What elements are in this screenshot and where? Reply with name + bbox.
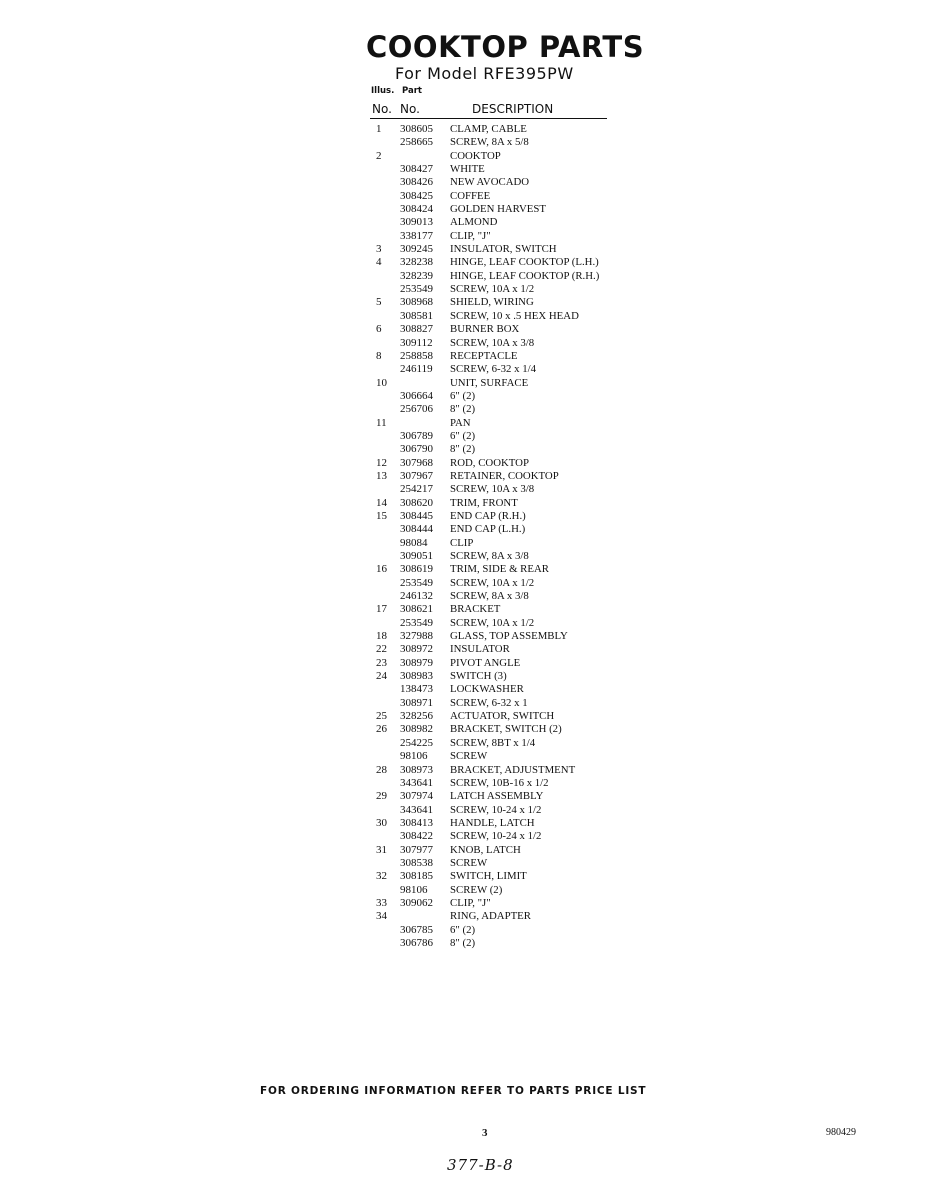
page-title: COOKTOP PARTS	[366, 30, 645, 64]
description-header: DESCRIPTION	[472, 102, 554, 116]
parts-row	[370, 830, 660, 843]
part-description: CLIP, "J"	[450, 229, 491, 242]
parts-row	[370, 630, 660, 643]
illus-number: 3	[376, 243, 382, 256]
part-number: 308621	[400, 603, 433, 616]
parts-row	[370, 870, 660, 883]
part-description: SCREW, 10A x 1/2	[450, 283, 535, 296]
part-number: 309013	[400, 216, 433, 229]
part-description: LOCKWASHER	[450, 683, 524, 696]
parts-row	[370, 350, 660, 363]
illus-number: 29	[376, 790, 387, 803]
part-number: 307977	[400, 843, 433, 856]
part-number: 246119	[400, 363, 433, 376]
parts-row	[370, 443, 660, 456]
part-description: SCREW, 8A x 3/8	[450, 550, 529, 562]
part-description: 6" (2)	[450, 389, 476, 402]
part-description: SCREW, 10 x .5 HEX HEAD	[450, 309, 579, 322]
illus-number: 5	[376, 296, 382, 309]
illus-number: 34	[376, 910, 387, 923]
parts-row	[370, 790, 660, 803]
parts-row	[370, 924, 660, 937]
part-description: INSULATOR, SWITCH	[450, 243, 557, 256]
part-description: SWITCH, LIMIT	[450, 870, 527, 883]
part-description: NEW AVOCADO	[450, 176, 530, 189]
part-number: 138473	[400, 683, 433, 696]
part-description: RING, ADAPTER	[450, 910, 531, 923]
parts-row	[370, 523, 660, 536]
part-description: LATCH ASSEMBLY	[450, 790, 544, 803]
part-description: SCREW, 10A x 1/2	[450, 576, 535, 589]
part-number: 308983	[400, 670, 433, 683]
part-description: SCREW	[450, 856, 488, 869]
parts-row	[370, 777, 660, 790]
parts-row	[370, 310, 660, 323]
part-description: BURNER BOX	[450, 323, 520, 336]
part-description: SCREW, 6-32 x 1	[450, 696, 528, 709]
part-number: 308445	[400, 509, 433, 522]
parts-row	[370, 657, 660, 670]
parts-row	[370, 256, 660, 269]
parts-row	[370, 537, 660, 550]
part-description: HINGE, LEAF COOKTOP (R.H.)	[450, 269, 600, 282]
part-number: 308413	[400, 816, 433, 829]
illus-number: 11	[376, 416, 387, 429]
part-number: 307974	[400, 790, 433, 803]
illus-number: 24	[376, 670, 387, 683]
part-description: ROD, COOKTOP	[450, 456, 529, 469]
page-subtitle: For Model RFE395PW	[395, 64, 574, 83]
part-description: WHITE	[450, 163, 485, 176]
document-code: 980429	[826, 1127, 856, 1138]
parts-row	[370, 884, 660, 897]
parts-row	[370, 937, 660, 950]
part-description: GOLDEN HARVEST	[450, 203, 547, 216]
illus-number: 26	[376, 723, 387, 736]
parts-row	[370, 270, 660, 283]
parts-row	[370, 123, 660, 136]
parts-row	[370, 897, 660, 910]
part-number: 254217	[400, 483, 433, 496]
part-description: SCREW, 8A x 5/8	[450, 136, 529, 149]
illus-number: 32	[376, 870, 387, 883]
part-number: 308973	[400, 763, 433, 776]
part-number: 306664	[400, 389, 433, 402]
part-number: 258858	[400, 349, 433, 362]
parts-row	[370, 670, 660, 683]
part-number: 308972	[400, 643, 433, 656]
parts-row	[370, 323, 660, 336]
part-number: 258665	[400, 136, 433, 149]
part-description: BRACKET	[450, 603, 501, 616]
part-description: 6" (2)	[450, 429, 476, 442]
part-number: 307968	[400, 456, 433, 469]
parts-row	[370, 457, 660, 470]
illus-number: 31	[376, 843, 387, 856]
part-number: 256706	[400, 403, 433, 416]
illus-number: 14	[376, 496, 387, 509]
parts-row	[370, 403, 660, 416]
part-number: 309062	[400, 896, 433, 909]
part-description: COFFEE	[450, 189, 491, 202]
parts-row	[370, 697, 660, 710]
part-number: 308827	[400, 323, 433, 336]
illus-number: 1	[376, 123, 382, 135]
part-number: 253549	[400, 616, 433, 629]
part-number: 343641	[400, 803, 433, 816]
part-description: RETAINER, COOKTOP	[450, 469, 559, 482]
part-number: 308422	[400, 830, 433, 843]
part-description: CLIP, "J"	[450, 896, 491, 909]
illus-number: 2	[376, 149, 382, 162]
part-header-label: Part	[402, 86, 422, 96]
part-description: BRACKET, ADJUSTMENT	[450, 763, 576, 776]
part-description: PIVOT ANGLE	[450, 656, 521, 669]
part-number: 254225	[400, 736, 433, 749]
part-number: 338177	[400, 229, 433, 242]
parts-row	[370, 737, 660, 750]
part-description: SWITCH (3)	[450, 670, 507, 683]
parts-row	[370, 176, 660, 189]
illus-number: 25	[376, 710, 387, 723]
parts-row	[370, 363, 660, 376]
part-description: KNOB, LATCH	[450, 843, 521, 856]
part-number: 98106	[400, 750, 428, 763]
part-description: TRIM, FRONT	[450, 496, 518, 509]
part-number: 308982	[400, 723, 433, 736]
part-number: 253549	[400, 576, 433, 589]
part-description: HINGE, LEAF COOKTOP (L.H.)	[450, 256, 599, 269]
part-number: 306790	[400, 443, 433, 456]
parts-row	[370, 710, 660, 723]
part-description: SCREW, 6-32 x 1/4	[450, 363, 536, 376]
part-number: 98106	[400, 883, 428, 896]
parts-row	[370, 510, 660, 523]
part-number: 308426	[400, 176, 433, 189]
part-number: 308427	[400, 163, 433, 176]
parts-row	[370, 857, 660, 870]
part-number: 308979	[400, 656, 433, 669]
parts-row	[370, 590, 660, 603]
part-description: UNIT, SURFACE	[450, 376, 529, 389]
parts-row	[370, 470, 660, 483]
part-number: 306785	[400, 923, 433, 936]
part-description: END CAP (L.H.)	[450, 523, 526, 536]
part-number: 308538	[400, 856, 433, 869]
parts-list	[370, 123, 660, 950]
part-number: 246132	[400, 590, 433, 603]
parts-row	[370, 337, 660, 350]
part-description: SCREW, 10-24 x 1/2	[450, 803, 542, 816]
part-number: 308619	[400, 563, 433, 576]
parts-row	[370, 417, 660, 430]
part-number: 308425	[400, 189, 433, 202]
parts-row	[370, 804, 660, 817]
parts-row	[370, 817, 660, 830]
parts-row	[370, 163, 660, 176]
part-description: SCREW, 10A x 1/2	[450, 616, 535, 629]
parts-row	[370, 216, 660, 229]
parts-row	[370, 230, 660, 243]
part-number: 309112	[400, 336, 433, 349]
part-description: COOKTOP	[450, 149, 501, 162]
illus-number: 8	[376, 349, 382, 362]
part-description: ALMOND	[450, 216, 498, 229]
illus-number: 4	[376, 256, 382, 269]
part-description: 8" (2)	[450, 403, 476, 416]
parts-row	[370, 296, 660, 309]
part-number: 308424	[400, 203, 433, 216]
part-description: SHIELD, WIRING	[450, 296, 534, 309]
part-description: TRIM, SIDE & REAR	[450, 563, 549, 576]
illus-number: 30	[376, 816, 387, 829]
part-number: 308444	[400, 523, 433, 536]
part-number: 309245	[400, 243, 433, 256]
parts-row	[370, 910, 660, 923]
part-description: SCREW, 10-24 x 1/2	[450, 830, 542, 843]
parts-row	[370, 603, 660, 616]
part-description: SCREW (2)	[450, 883, 503, 896]
parts-row	[370, 844, 660, 857]
part-description: INSULATOR	[450, 643, 510, 656]
parts-row	[370, 203, 660, 216]
illus-number: 16	[376, 563, 387, 576]
ordering-info-note: FOR ORDERING INFORMATION REFER TO PARTS PRICE LIST	[260, 1085, 647, 1097]
part-description: HANDLE, LATCH	[450, 816, 535, 829]
parts-row	[370, 430, 660, 443]
part-number: 306789	[400, 429, 433, 442]
part-number: 307967	[400, 469, 433, 482]
parts-row	[370, 497, 660, 510]
illus-no-header: No.	[372, 102, 392, 116]
parts-row	[370, 764, 660, 777]
parts-row	[370, 377, 660, 390]
parts-row	[370, 723, 660, 736]
part-description: CLAMP, CABLE	[450, 123, 527, 135]
part-number: 328238	[400, 256, 433, 269]
illus-number: 15	[376, 509, 387, 522]
part-description: RECEPTACLE	[450, 349, 518, 362]
part-description: CLIP	[450, 536, 474, 549]
part-description: ACTUATOR, SWITCH	[450, 710, 555, 723]
part-no-header: No.	[400, 102, 420, 116]
parts-row	[370, 190, 660, 203]
part-number: 306786	[400, 936, 433, 949]
parts-row	[370, 483, 660, 496]
part-description: END CAP (R.H.)	[450, 509, 526, 522]
page-number: 3	[482, 1127, 488, 1139]
parts-row	[370, 617, 660, 630]
part-description: SCREW	[450, 750, 488, 763]
part-number: 98084	[400, 536, 428, 549]
illus-number: 23	[376, 656, 387, 669]
handwritten-note: 377-B-8	[447, 1156, 514, 1174]
illus-number: 18	[376, 630, 387, 643]
header-rule	[370, 118, 607, 119]
illus-number: 28	[376, 763, 387, 776]
part-number: 327988	[400, 630, 433, 643]
part-number: 308620	[400, 496, 433, 509]
part-number: 328256	[400, 710, 433, 723]
illus-number: 22	[376, 643, 387, 656]
part-number: 308971	[400, 696, 433, 709]
part-number: 309051	[400, 550, 433, 562]
part-description: PAN	[450, 416, 471, 429]
parts-row	[370, 643, 660, 656]
parts-row	[370, 550, 660, 563]
parts-row	[370, 750, 660, 763]
part-number: 308581	[400, 309, 433, 322]
part-number: 308185	[400, 870, 433, 883]
parts-row	[370, 283, 660, 296]
illus-header-label: Illus.	[371, 86, 395, 96]
part-description: 8" (2)	[450, 443, 476, 456]
part-description: SCREW, 10A x 3/8	[450, 336, 535, 349]
part-number: 328239	[400, 269, 433, 282]
illus-number: 12	[376, 456, 387, 469]
part-number: 253549	[400, 283, 433, 296]
part-description: SCREW, 10A x 3/8	[450, 483, 535, 496]
parts-row	[370, 150, 660, 163]
part-description: SCREW, 8A x 3/8	[450, 590, 529, 603]
part-description: 6" (2)	[450, 923, 476, 936]
part-description: GLASS, TOP ASSEMBLY	[450, 630, 568, 643]
parts-row	[370, 683, 660, 696]
part-description: 8" (2)	[450, 936, 476, 949]
part-description: SCREW, 10B-16 x 1/2	[450, 776, 549, 789]
illus-number: 33	[376, 896, 387, 909]
part-description: SCREW, 8BT x 1/4	[450, 736, 536, 749]
part-number: 343641	[400, 776, 433, 789]
parts-row	[370, 136, 660, 149]
parts-row	[370, 577, 660, 590]
illus-number: 17	[376, 603, 387, 616]
parts-row	[370, 563, 660, 576]
illus-number: 13	[376, 469, 387, 482]
parts-row	[370, 243, 660, 256]
part-description: BRACKET, SWITCH (2)	[450, 723, 562, 736]
illus-number: 6	[376, 323, 382, 336]
part-number: 308605	[400, 123, 433, 135]
part-number: 308968	[400, 296, 433, 309]
illus-number: 10	[376, 376, 387, 389]
parts-row	[370, 390, 660, 403]
